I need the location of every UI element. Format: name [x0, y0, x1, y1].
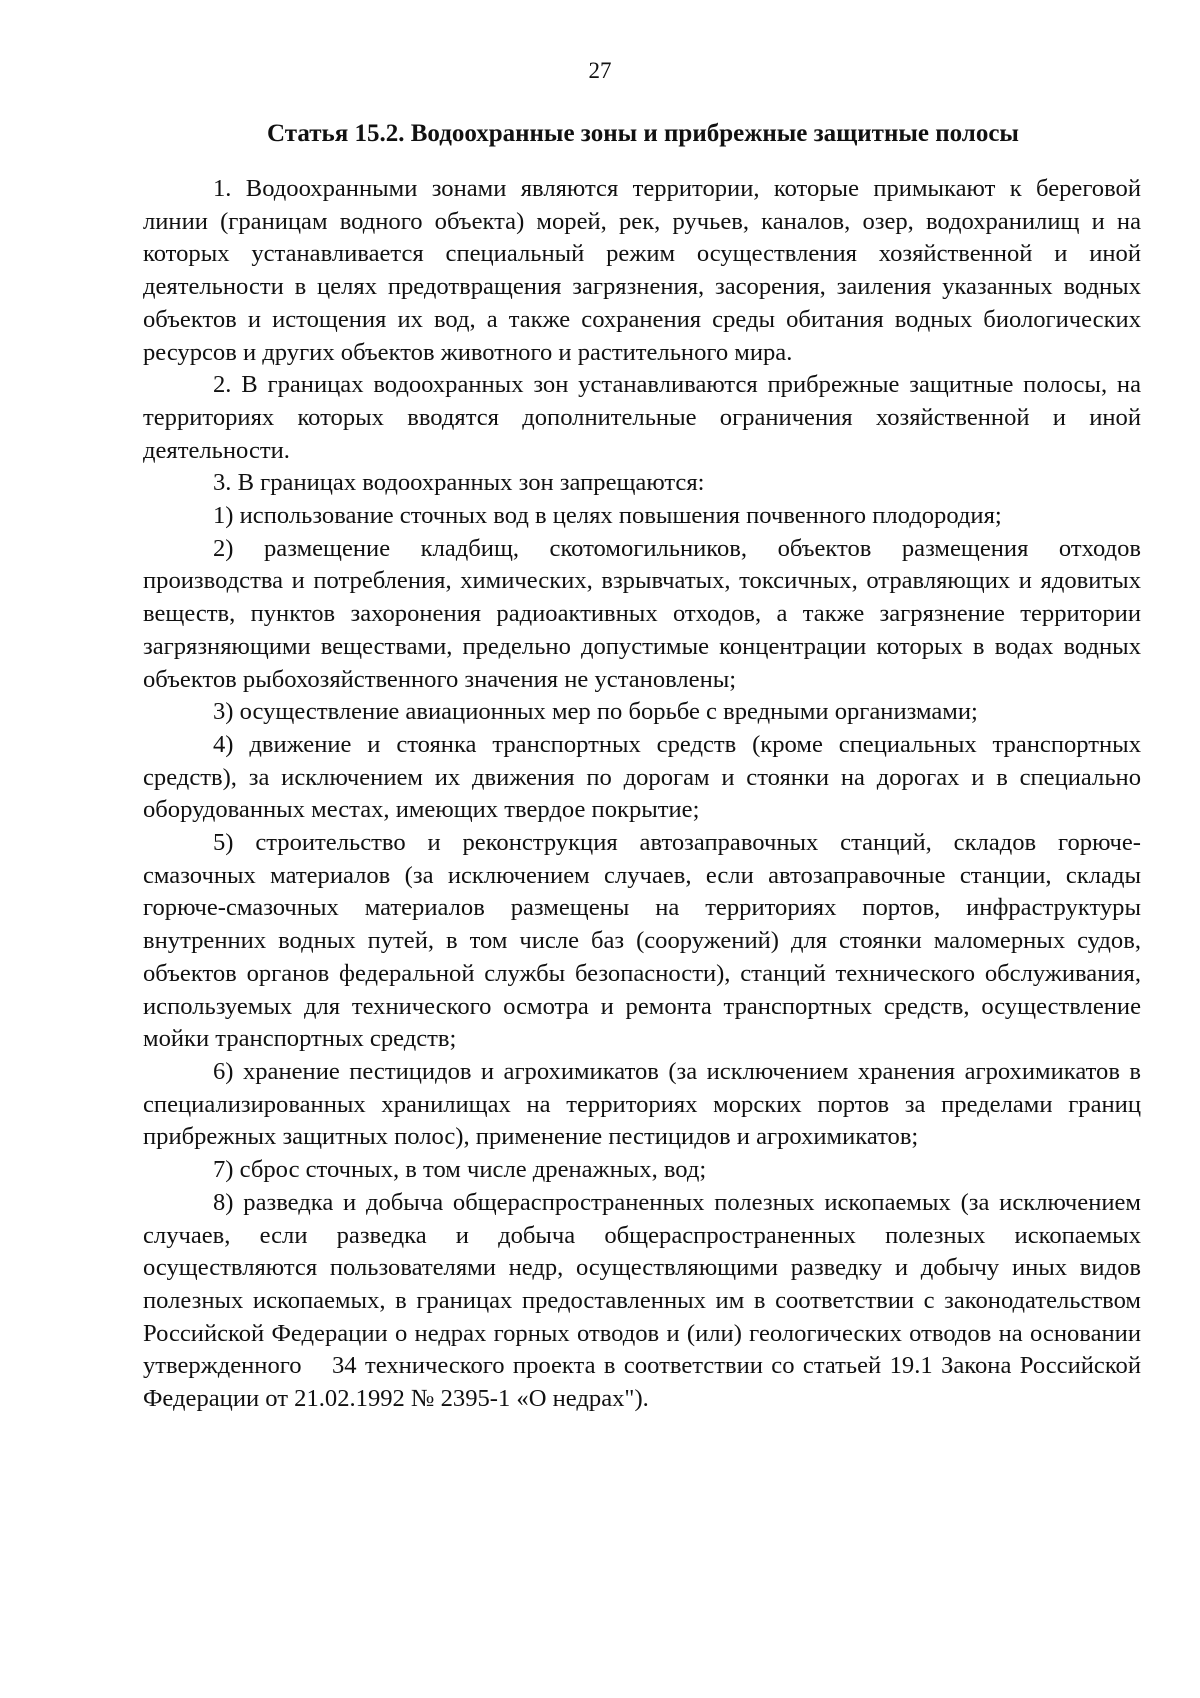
paragraph-2: 2. В границах водоохранных зон устанавливаются прибрежные защитные полосы, на территориях которых вводятся дополнительные ограничения хозяйственной и иной деятельности. — [143, 371, 1141, 464]
list-item-8-text-before: 8) разведка и добыча общераспространенных полезных ископаемых (за исключением случаев, если разведка и добыча общераспространенных полезных ископаемых осуществляются пользователями недр, осуществляющими разведку и добычу иных видов полезных ископаемых, в границах предоставленных им в соответствии с законодательством Российской Федерации о недрах горных отводов и (или) геологических отводов на основании утвержденного — [143, 1188, 1141, 1380]
list-item-8-text-after: технического проекта в соответствии со статьей 19.1 Закона Российской Федерации от 21.02.1992 № 2395-1 «О недрах"). — [143, 1352, 1141, 1413]
list-item-5: 5) строительство и реконструкция автозаправочных станций, складов горюче-смазочных материалов (за исключением случаев, если автозаправочные станции, склады горюче-смазочных материалов размещены на территориях портов, инфраструктуры внутренних водных путей, в том числе баз (сооружений) для стоянки маломерных судов, объектов органов федеральной службы безопасности), станций технического обслуживания, используемых для технического осмотра и ремонта транспортных средств, осуществление мойки транспортных средств; — [143, 829, 1141, 1053]
inline-page-number: 34 — [331, 1352, 357, 1380]
list-item-3: 3) осуществление авиационных мер по борьбе с вредными организмами; — [213, 698, 978, 726]
list-item-6: 6) хранение пестицидов и агрохимикатов (за исключением хранения агрохимикатов в специализированных хранилищах на территориях морских портов за пределами границ прибрежных защитных полос), применение пестицидов и агрохимикатов; — [143, 1057, 1141, 1151]
page-number: 27 — [588, 58, 612, 83]
list-item-7: 7) сброс сточных, в том числе дренажных, вод; — [213, 1156, 707, 1184]
list-item-2: 2) размещение кладбищ, скотомогильников, объектов размещения отходов производства и потребления, химических, взрывчатых, токсичных, отравляющих и ядовитых веществ, пунктов захоронения радиоактивных отходов, а также загрязнение территории загрязняющими веществами, предельно допустимые концентрации которых в водах водных объектов рыбохозяйственного значения не установлены; — [143, 534, 1141, 693]
list-item-4: 4) движение и стоянка транспортных средств (кроме специальных транспортных средств), за исключением их движения по дорогам и стоянки на дорогах и в специально оборудованных местах, имеющих твердое покрытие; — [143, 730, 1141, 824]
paragraph-3: 3. В границах водоохранных зон запрещаются: — [213, 469, 705, 497]
list-item-1: 1) использование сточных вод в целях повышения почвенного плодородия; — [213, 502, 1002, 530]
list-item-8 — [143, 1187, 1141, 1416]
article-title: Статья 15.2. Водоохранные зоны и прибрежные защитные полосы — [267, 120, 1019, 147]
paragraph-1: 1. Водоохранными зонами являются территории, которые примыкают к береговой линии (границам водного объекта) морей, рек, ручьев, каналов, озер, водохранилищ и на которых устанавливается специальный режим осуществления хозяйственной и иной деятельности в целях предотвращения загрязнения, засорения, заиления указанных водных объектов и истощения их вод, а также сохранения среды обитания водных биологических ресурсов и других объектов животного и растительного мира. — [143, 175, 1141, 366]
document-body — [143, 173, 1141, 1416]
